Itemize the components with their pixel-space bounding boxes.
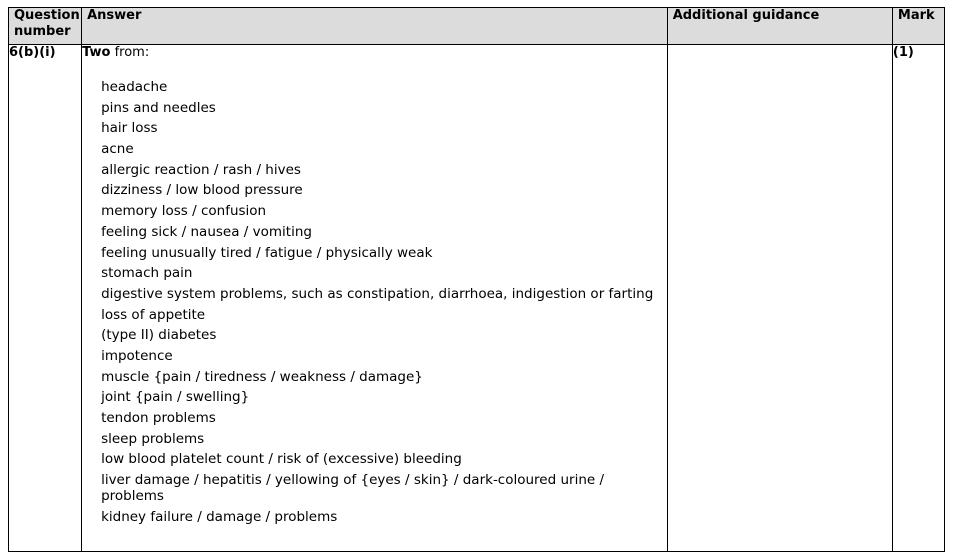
- mark-cell: (1): [892, 45, 944, 552]
- answer-item: (type II) diabetes: [101, 327, 217, 344]
- question-number: 6(b)(i): [9, 45, 82, 552]
- answer-item: joint {pain / swelling}: [101, 389, 250, 406]
- answer-item: impotence: [101, 347, 173, 364]
- mark-scheme-table: [8, 7, 945, 552]
- answer-item: memory loss / confusion: [101, 203, 267, 220]
- intro-bold: Two: [82, 45, 111, 60]
- answer-item: liver damage / hepatitis / yellowing of {eyes / skin} / dark-coloured urine / problems: [101, 472, 605, 505]
- answer-item: tendon problems: [101, 410, 216, 426]
- answer-item: kidney failure / damage / problems: [101, 508, 338, 525]
- answer-item: stomach pain: [101, 265, 193, 282]
- answer-item: sleep problems: [101, 430, 205, 447]
- intro-rest: from:: [110, 45, 150, 60]
- guidance-cell: [667, 45, 892, 552]
- answer-cell: [82, 45, 668, 552]
- answer-intro: [82, 45, 667, 61]
- answer-item: feeling unusually tired / fatigue / physically weak: [101, 244, 433, 261]
- answer-item: digestive system problems, such as constipation, diarrhoea, indigestion or farting: [101, 285, 654, 302]
- header-additional-guidance: Additional guidance: [667, 8, 892, 45]
- answer-item: feeling sick / nausea / vomiting: [101, 223, 312, 240]
- answer-row: [9, 45, 945, 552]
- answer-item: muscle {pain / tiredness / weakness / damage}: [101, 368, 423, 385]
- header-answer: Answer: [82, 8, 668, 45]
- answer-item: hair loss: [101, 120, 158, 137]
- header-question-number: Question number: [9, 8, 82, 45]
- answer-item: headache: [101, 79, 168, 95]
- answer-item: allergic reaction / rash / hives: [101, 161, 301, 178]
- answer-list: [82, 79, 667, 525]
- answer-item: acne: [101, 141, 134, 158]
- header-mark: Mark: [892, 8, 944, 45]
- header-row: [9, 8, 945, 45]
- answer-item: pins and needles: [101, 99, 216, 116]
- answer-item: low blood platelet count / risk of (excessive) bleeding: [101, 451, 462, 468]
- answer-item: loss of appetite: [101, 306, 206, 323]
- answer-item: dizziness / low blood pressure: [101, 182, 303, 199]
